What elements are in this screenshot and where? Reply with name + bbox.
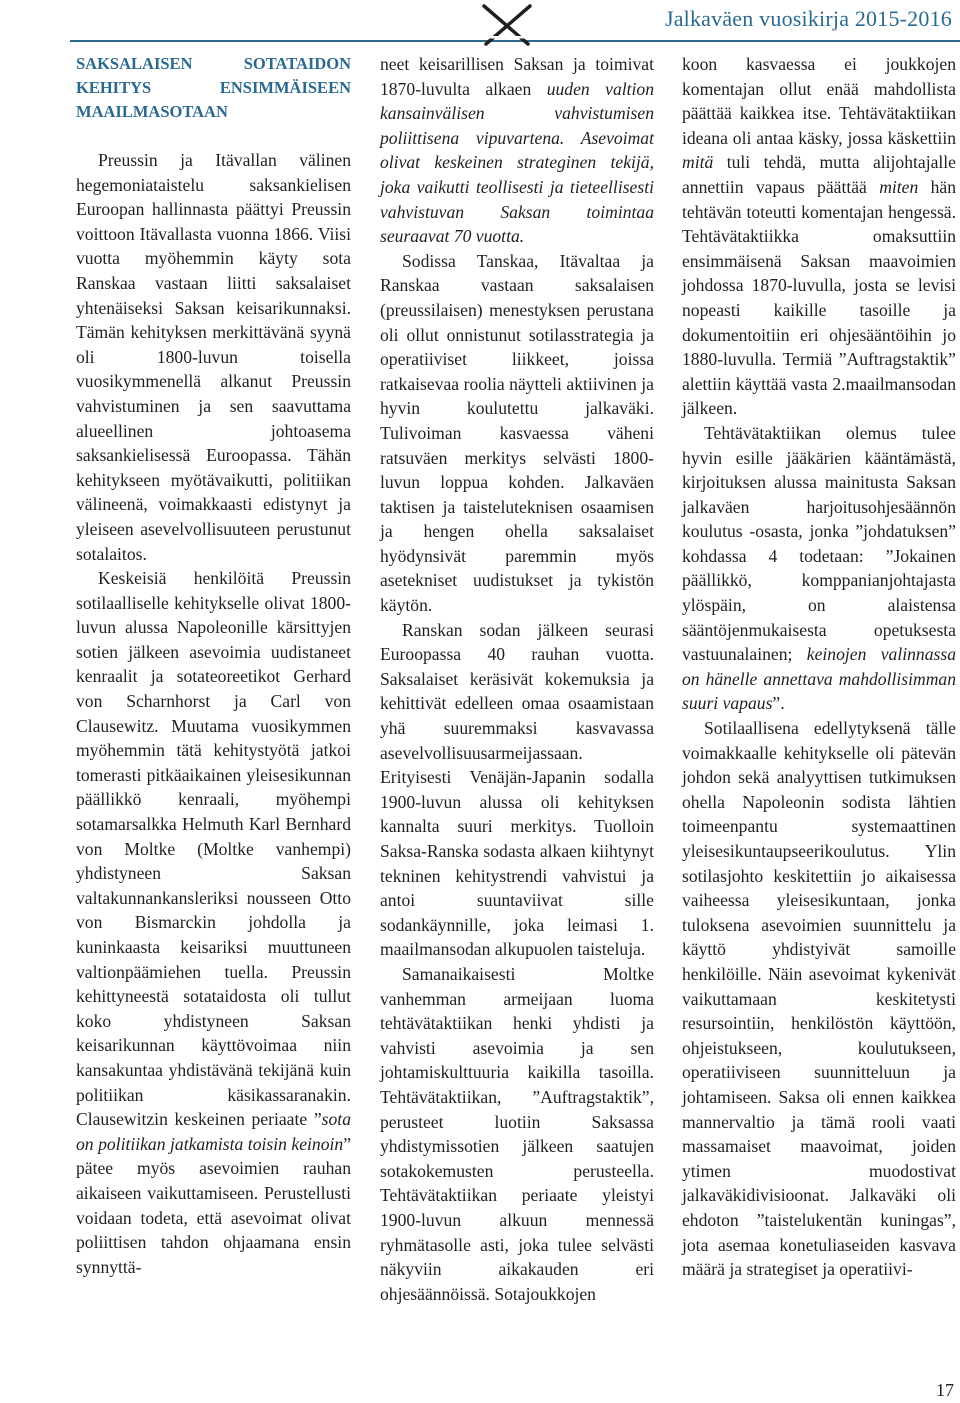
italic-text: uuden valtion kansainvälisen vahvistumisen poliittisena vipuvartena. Asevoimat olivat keskeinen strateginen tekijä, joka vaikutti teollisesti ja tieteellisesti vahvistuvan Saksan toimintaa seuraavat 70 vuotta. [380,78,654,247]
paragraph [682,421,956,716]
text-run: ” pätee myös asevoimien rauhan aikaiseen vaikuttamiseen. Perustellusti voidaan todeta, että asevoimat olivat poliittisen tahdon ohjaamana ensin synnyttä- [76,1133,351,1277]
heading-line: KEHITYS ENSIMMÄISEEN [76,78,351,97]
text-run: Tehtävätaktiikan olemus tulee hyvin esille jääkärien kääntämästä, kirjoituksen alussa mainitusta Saksan jalkaväen harjoitusohjesäännön koulutus -osasta, jonka ”johdatuksen” kohdassa 4 todetaan: ”Jokainen päällikkö, komppanianjohtajasta ylöspäin, on alaistensa sääntöjenmukaisesta opetuksesta vastuunalainen; [682,422,956,665]
yearbook-title: Jalkaväen vuosikirja 2015-2016 [657,6,952,32]
paragraph [682,52,956,421]
paragraph: Sotilaallisena edellytyksenä tälle voimakkaalle kehitykselle oli pätevän johdon sekä analyyttisen tutkimuksen ohella Napoleonin sodista lähtien toimeenpantu systemaattinen yleisesikuntaupseerikoulutus. Ylin sotilasjohto keskitettiin jo aikaisessa vaiheessa yleisesikuntaan, jonka tuloksena asevoimien suunnittelu ja käyttö yhdistyivät samoille henkilöille. Näin asevoimat kykenivät vaikuttamaan keskitetysti resursointiin, henkilöstön käyttöön, ohjeistukseen, koulutukseen, operatiiviseen suunnitteluun ja johtamiseen. Saksa oli ennen kaikkea mannervaltio ja tämä rooli vaati massamaiset maavoimat, joiden ytimen muodostivat jalkaväkidivisioonat. Jalkaväki oli ehdoton ”taistelukentän kuningas”, jota asemaa konetuliaseiden kasvava määrä ja strategiset ja operatiivi- [682,718,956,1280]
text-run: neet keisarillisen Saksan ja toimivat 1870-luvulta alkaen [380,54,654,99]
crossed-rifles-icon [478,2,536,46]
text-run: Keskeisiä henkilöitä Preussin sotilaalliselle kehitykselle olivat 1800-luvun alussa Napoleonille kärsittyjen sotien jälkeen asevoimia uudistaneet kenraalit ja sotateoreetikot Gerhard von Scharnhorst ja Carl von Clausewitz. Muutama vuosikymmen myöhemmin tätä kehitystyötä jatkoi tomerasti pitkäaikainen yleisesikunnan päällikkö kenraali, myöhempi sotamarsalkka Helmuth Karl Bernhard von Moltke (Moltke vanhempi) yhdistyneen Saksan valtakunnankansleriksi nousseen Otto von Bismarckin johdolla ja kuninkaasta keisariksi muuttuneen valtionpäämiehen tuella. Preussin kehittyneestä sotataidosta oli tullut koko yhdistyneen Saksan keisarikunnan käyttövoimaa niin kansakuntaa yhdistävänä tekijänä kuin politiikan käsikassaranakin. Clausewitzin keskeinen periaate ” [76,568,351,1130]
paragraph: Ranskan sodan jälkeen seurasi Euroopassa 40 rauhan vuotta. Saksalaiset keräsivät kokemuksia ja kehittivät edelleen omaa osaamistaan yhä suuremmaksi kasvavassa asevelvollisuusarmeijassaan. Erityisesti Venäjän-Japanin sodalla 1900-luvun alussa oli kehityksen kannalta suuri merkitys. Tuolloin Saksa-Ranska sodasta alkaen kiihtynyt tekninen kehitystrendi vahvistui ja antoi suuntaviivat sille sodankäynnille, joka leimasi 1. maailmansodan alkupuolen taisteluja. [380,619,654,960]
paragraph [76,566,351,1279]
heading-line: SAKSALAISEN SOTATAIDON [76,54,351,73]
column-2 [380,52,654,1306]
italic-text: keinojen valinnassa on hänelle annettava mahdollisimman suuri vapaus [682,644,956,714]
text-run: hän tehtävän toteutti komentajan hengessä. Tehtävätaktiikka omaksuttiin ensimmäisenä Saksan maavoimien johdossa 1870-luvulla, josta se levisi nopeasti kaikille tasoille ja dokumentoitiin eri ohjesääntöihin jo 1880-luvulla. Termiä ”Auftragstaktik” alettiin käyttää vasta 2.maailmansodan jälkeen. [682,176,957,419]
italic-text: mitä [682,152,714,173]
italic-text: sota on politiikan jatkamista toisin keinoin [76,1109,351,1154]
italic-text: miten [879,176,919,197]
text-run: koon kasvaessa ei joukkojen komentajan ollut enää mahdollista päättää kaikkea itse. Tehtävätaktiikan ideana oli antaa käsky, jossa käskettiin [682,54,956,148]
paragraph: Samanaikaisesti Moltke vanhemman armeijaan luoma tehtävätaktiikan henki yhdisti ja vahvisti asevoimia ja sen johtamiskulttuuria kaikilla tasoilla. Tehtävätaktiikan, ”Auftragstaktik”, perusteet luotiin Saksassa yhdistymissotien jälkeen saatujen sotakokemusten perusteella. Tehtävätaktiikan periaate yleistyi 1900-luvun alkuun mennessä ryhmätasolle asti, joka tulee selvästi näkyviin aikakauden eri ohjesäännöissä. Sotajoukkojen [380,963,654,1304]
paragraph: Preussin ja Itävallan välinen hegemoniataistelu saksankielisen Euroopan hallinnasta päättyi Preussin voittoon Itävallasta vuonna 1866. Viisi vuotta myöhemmin käyty sota Ranskaa vastaan liitti saksalaiset yhtenäiseksi Saksan keisarikunnaksi. Tämän kehityksen merkittävänä syynä oli 1800-luvun toisella vuosikymmenellä alkanut Preussin vahvistuminen ja sen saavuttama alueellinen johtoasema saksankielisessä Euroopassa. Tähän kehitykseen myötävaikutti, politiikan välineenä, voimakkaasti edistynyt ja yleiseen asevelvollisuuteen perustunut sotalaitos. [76,150,351,564]
paragraph [380,52,654,249]
heading-line: MAAILMASOTAAN [76,102,228,121]
text-run: ”. [772,693,785,714]
text-run: tuli tehdä, mutta alijohtajalle annettiin vapaus päättää [682,152,956,197]
page-number: 17 [936,1380,954,1400]
column-1 [76,52,351,1279]
article-heading [76,52,351,124]
paragraph: Sodissa Tanskaa, Itävaltaa ja Ranskaa vastaan saksalaisen (preussilaisen) menestyksen perustana oli ollut onnistunut sotilasstrategia ja operatiiviset liikkeet, joissa ratkaisevaa roolia näytteli aktiivinen ja hyvin koulutettu jalkaväki. Tulivoiman kasvaessa väheni ratsuväen merkitys selvästi 1800-luvun loppua kohden. Jalkaväen taktisen ja taisteluteknisen osaamisen ja hengen ohella saksalaiset hyödynsivät paremmin myös asetekniset uudistukset ja tykistön käytön. [380,250,654,616]
column-3 [682,52,956,1282]
